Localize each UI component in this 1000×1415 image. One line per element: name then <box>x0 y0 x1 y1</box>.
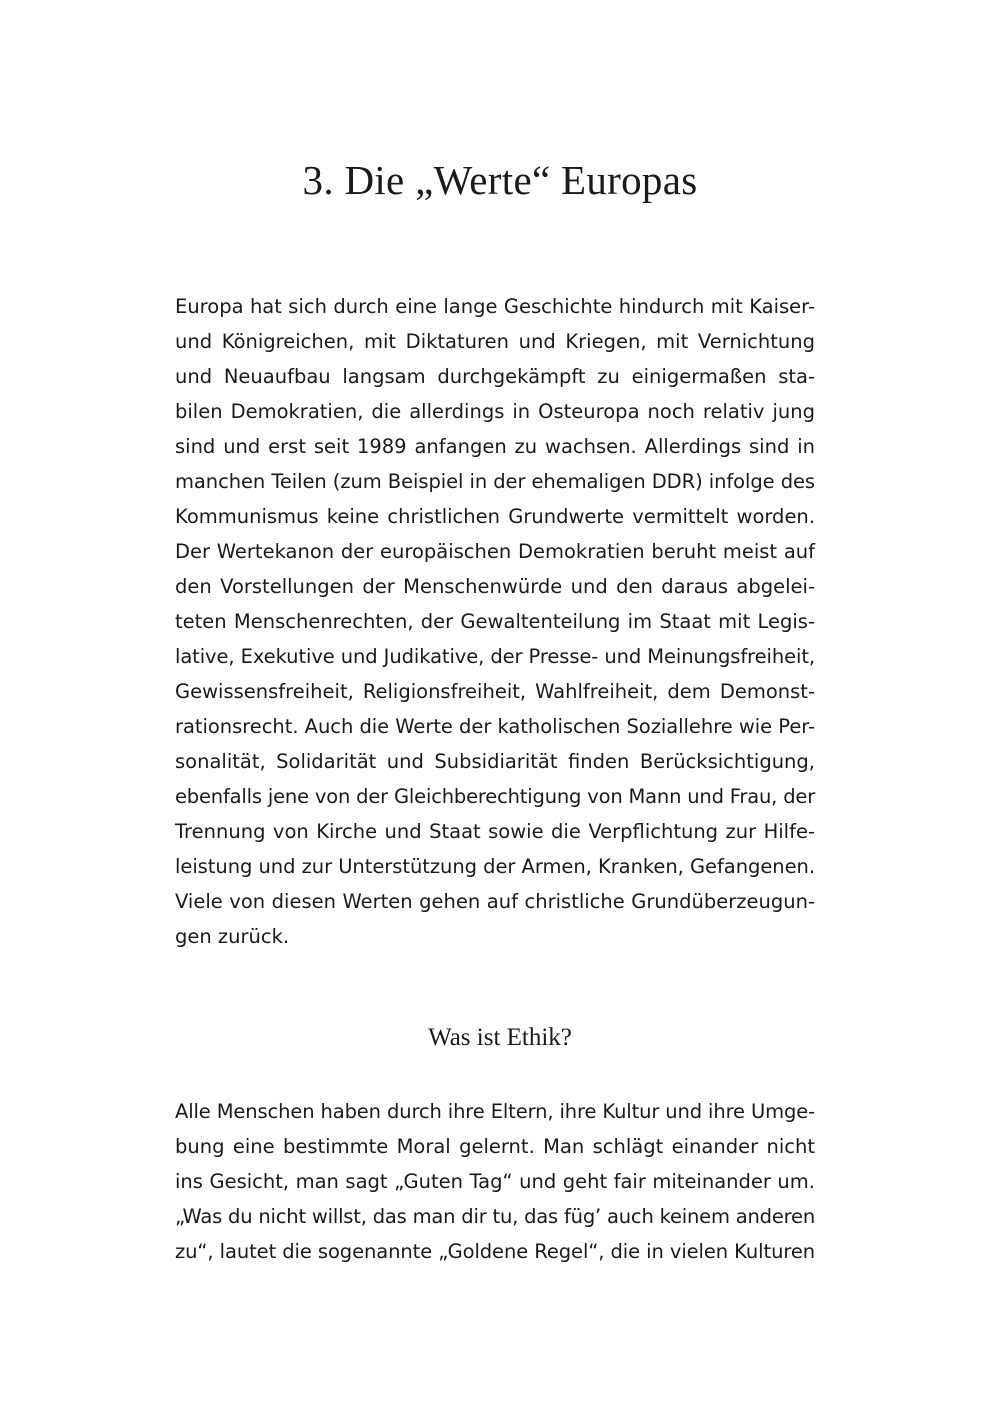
section-heading: Was ist Ethik? <box>428 1024 572 1051</box>
text-line: Der Wertekanon der europäischen Demokratien beruht meist auf <box>175 540 815 563</box>
text-line: Kommunismus keine christlichen Grundwerte vermittelt worden. <box>175 505 815 528</box>
text-line: Viele von diesen Werten gehen auf christliche Grundüberzeugun- <box>175 890 815 913</box>
text-line: sonalität, Solidarität und Subsidiarität finden Berücksichtigung, <box>175 750 815 773</box>
text-line: den Vorstellungen der Menschenwürde und den daraus abgelei- <box>175 575 815 598</box>
body-paragraph <box>175 289 815 954</box>
text-line: bilen Demokratien, die allerdings in Osteuropa noch relativ jung <box>175 400 815 423</box>
text-line: und Neuaufbau langsam durchgekämpft zu einigermaßen sta- <box>175 365 815 388</box>
text-line: ins Gesicht, man sagt „Guten Tag“ und geht fair miteinander um. <box>175 1170 815 1193</box>
text-line: „Was du nicht willst, das man dir tu, das füg’ auch keinem anderen <box>175 1205 816 1228</box>
chapter-title: 3. Die „Werte“ Europas <box>302 157 698 203</box>
text-line: rationsrecht. Auch die Werte der katholischen Soziallehre wie Per- <box>175 715 816 738</box>
text-line: bung eine bestimmte Moral gelernt. Man schlägt einander nicht <box>175 1135 815 1158</box>
text-line: und Königreichen, mit Diktaturen und Kriegen, mit Vernichtung <box>175 330 815 353</box>
text-line: Alle Menschen haben durch ihre Eltern, ihre Kultur und ihre Umge- <box>175 1100 815 1123</box>
text-line: manchen Teilen (zum Beispiel in der ehemaligen DDR) infolge des <box>175 470 816 493</box>
text-line: Europa hat sich durch eine lange Geschichte hindurch mit Kaiser- <box>175 295 815 318</box>
text-line: zu“, lautet die sogenannte „Goldene Regel“, die in vielen Kulturen <box>175 1240 816 1263</box>
text-line: Trennung von Kirche und Staat sowie die Verpflichtung zur Hilfe- <box>175 820 815 843</box>
text-line: Gewissensfreiheit, Religionsfreiheit, Wahlfreiheit, dem Demonst- <box>175 680 815 703</box>
text-line: lative, Exekutive und Judikative, der Presse- und Meinungsfreiheit, <box>175 645 815 668</box>
text-line: gen zurück. <box>175 925 290 948</box>
text-line: ebenfalls jene von der Gleichberechtigung von Mann und Frau, der <box>175 785 816 808</box>
text-line: teten Menschenrechten, der Gewaltenteilung im Staat mit Legis- <box>175 610 815 633</box>
text-line: sind und erst seit 1989 anfangen zu wachsen. Allerdings sind in <box>175 435 815 458</box>
body-paragraph <box>175 1094 815 1269</box>
text-line: leistung und zur Unterstützung der Armen, Kranken, Gefangenen. <box>175 855 816 878</box>
